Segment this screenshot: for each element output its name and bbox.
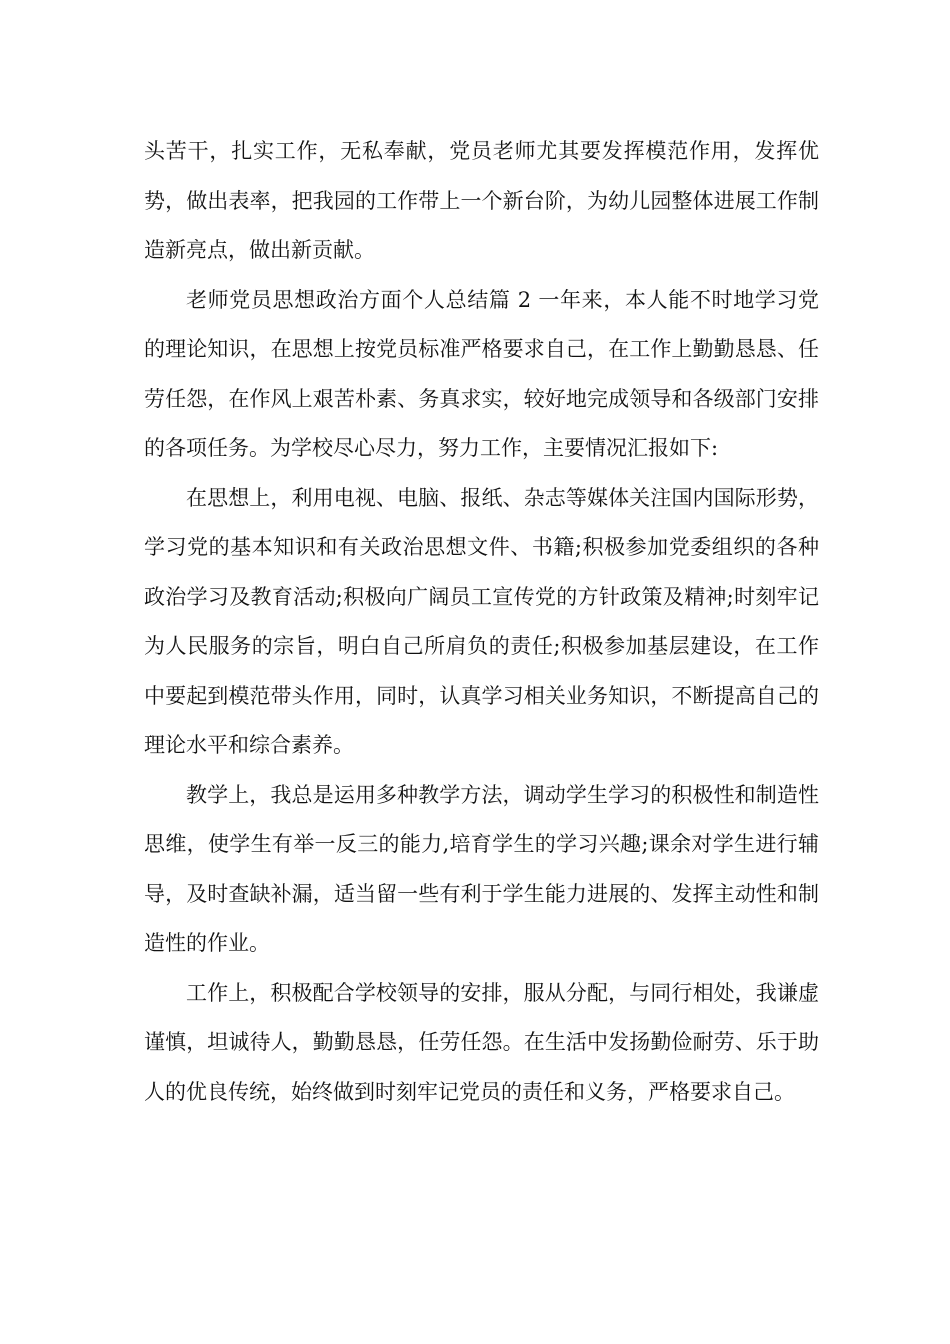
paragraph-continuation: 头苦干，扎实工作，无私奉献，党员老师尤其要发挥模范作用，发挥优势，做出表率，把我园的工作带上一个新台阶，为幼儿园整体进展工作制造新亮点，做出新贡献。: [144, 139, 819, 262]
document-body: [144, 127, 819, 1117]
paragraph-teaching: 教学上，我总是运用多种教学方法，调动学生学习的积极性和制造性思维，使学生有举一反三的能力,培育学生的学习兴趣;课余对学生进行辅导，及时查缺补漏，适当留一些有利于学生能力进展的、发挥主动性和制造性的作业。: [144, 782, 819, 955]
paragraph-summary-intro: 老师党员思想政治方面个人总结篇 2 一年来，本人能不时地学习党的理论知识，在思想上按党员标准严格要求自己，在工作上勤勤恳恳、任劳任怨，在作风上艰苦朴素、务真求实，较好地完成领导和各级部门安排的各项任务。为学校尽心尽力，努力工作，主要情况汇报如下:: [144, 287, 819, 460]
paragraph-work: 工作上，积极配合学校领导的安排，服从分配，与同行相处，我谦虚谨慎，坦诚待人，勤勤恳恳，任劳任怨。在生活中发扬勤俭耐劳、乐于助人的优良传统，始终做到时刻牢记党员的责任和义务，严格要求自己。: [144, 980, 819, 1104]
paragraph-thought: 在思想上，利用电视、电脑、报纸、杂志等媒体关注国内国际形势，学习党的基本知识和有关政治思想文件、书籍;积极参加党委组织的各种政治学习及教育活动;积极向广阔员工宣传党的方针政策及精神;时刻牢记为人民服务的宗旨，明白自己所肩负的责任;积极参加基层建设，在工作中要起到模范带头作用，同时，认真学习相关业务知识，不断提高自己的理论水平和综合素养。: [144, 485, 819, 757]
